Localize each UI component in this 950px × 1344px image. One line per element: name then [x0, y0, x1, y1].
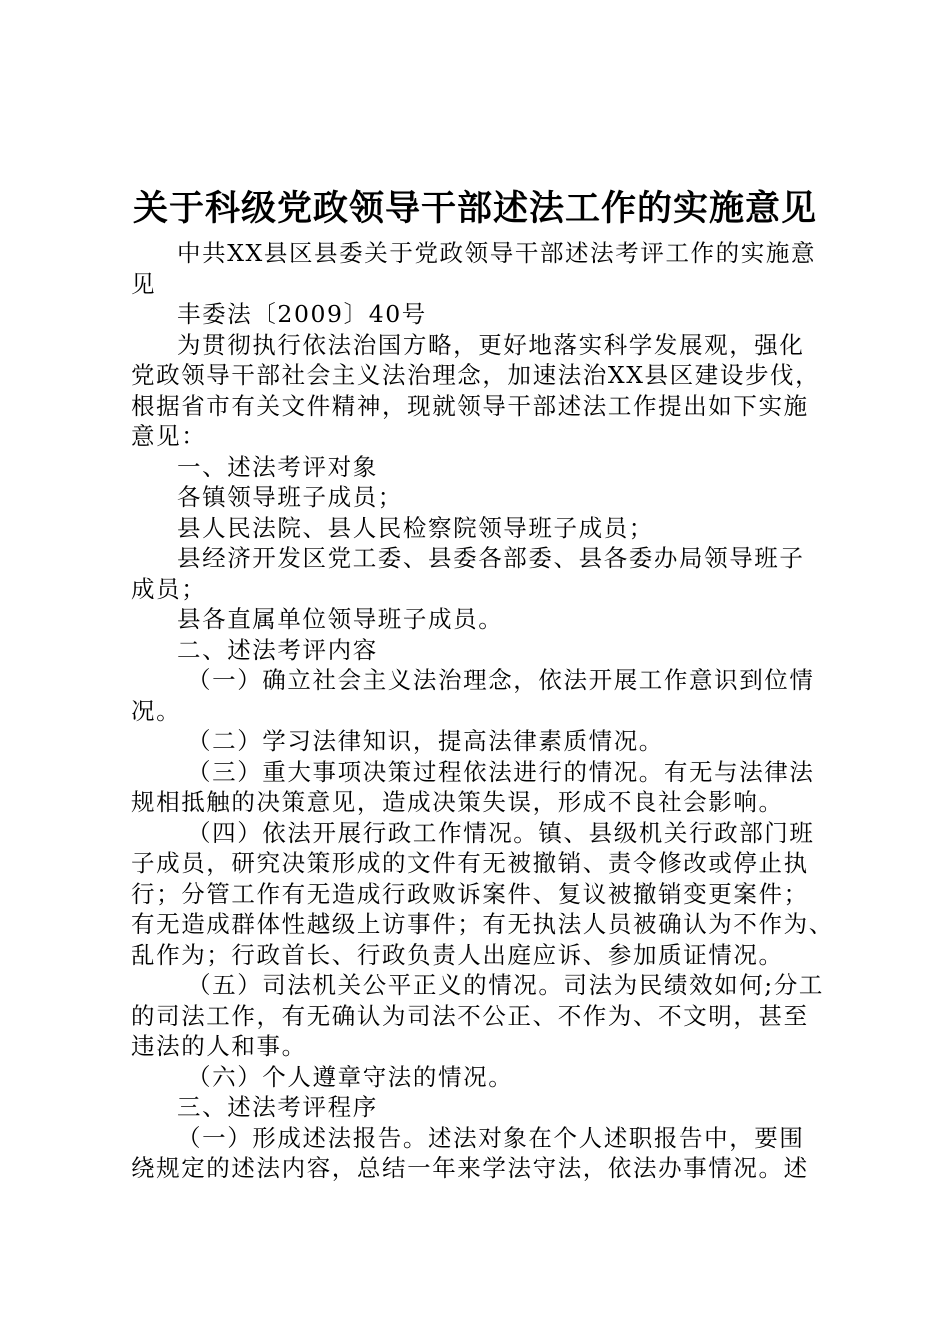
body-line: 根据省市有关文件精神，现就领导干部述法工作提出如下实施	[131, 391, 809, 420]
body-line: 各镇领导班子成员；	[177, 483, 403, 511]
section-heading: 二、述法考评内容	[177, 635, 378, 664]
body-line: 规相抵触的决策意见，造成决策失误，形成不良社会影响。	[131, 788, 784, 816]
body-line: 绕规定的述法内容，总结一年来学法守法，依法办事情况。述	[131, 1154, 809, 1182]
body-line: （四）依法开展行政工作情况。镇、县级机关行政部门班	[187, 818, 815, 847]
body-line: （一）形成述法报告。述法对象在个人述职报告中，要围	[177, 1123, 805, 1152]
body-line: 乱作为；行政首长、行政负责人出庭应诉、参加质证情况。	[131, 940, 784, 969]
body-line: 行；分管工作有无造成行政败诉案件、复议被撤销变更案件；	[131, 879, 809, 908]
body-line: 有无造成群体性越级上访事件；有无执法人员被确认为不作为、	[131, 910, 834, 938]
body-line: （五）司法机关公平正义的情况。司法为民绩效如何;分工	[187, 971, 825, 999]
document-number: 丰委法〔2009〕40号	[177, 300, 427, 328]
body-line: 党政领导干部社会主义法治理念，加速法治XX县区建设步伐，	[131, 361, 821, 389]
body-line: 见	[131, 269, 157, 298]
body-line: 违法的人和事。	[131, 1032, 307, 1060]
body-line: 况。	[131, 696, 182, 725]
body-line: 为贯彻执行依法治国方略，更好地落实科学发展观，强化	[177, 330, 805, 359]
body-line: 成员；	[131, 574, 207, 603]
body-line: （三）重大事项决策过程依法进行的情况。有无与法律法	[187, 757, 815, 786]
body-line: 县经济开发区党工委、县委各部委、县各委办局领导班子	[177, 544, 805, 572]
body-line: 中共XX县区县委关于党政领导干部述法考评工作的实施意	[177, 239, 817, 267]
body-line: （六）个人遵章守法的情况。	[187, 1062, 514, 1091]
body-line: （一）确立社会主义法治理念，依法开展工作意识到位情	[187, 666, 815, 694]
body-line: 意见：	[131, 422, 207, 450]
document-title: 关于科级党政领导干部述法工作的实施意见	[132, 189, 817, 229]
document-body	[131, 238, 834, 1184]
body-line: 子成员，研究决策形成的文件有无被撤销、责令修改或停止执	[131, 849, 809, 877]
body-line: （二）学习法律知识，提高法律素质情况。	[187, 727, 664, 755]
section-heading: 一、述法考评对象	[177, 452, 378, 481]
body-line: 县人民法院、县人民检察院领导班子成员；	[177, 513, 654, 542]
body-line: 县各直属单位领导班子成员。	[177, 605, 504, 633]
section-heading: 三、述法考评程序	[177, 1093, 378, 1121]
body-line: 的司法工作，有无确认为司法不公正、不作为、不文明，甚至	[131, 1001, 809, 1030]
